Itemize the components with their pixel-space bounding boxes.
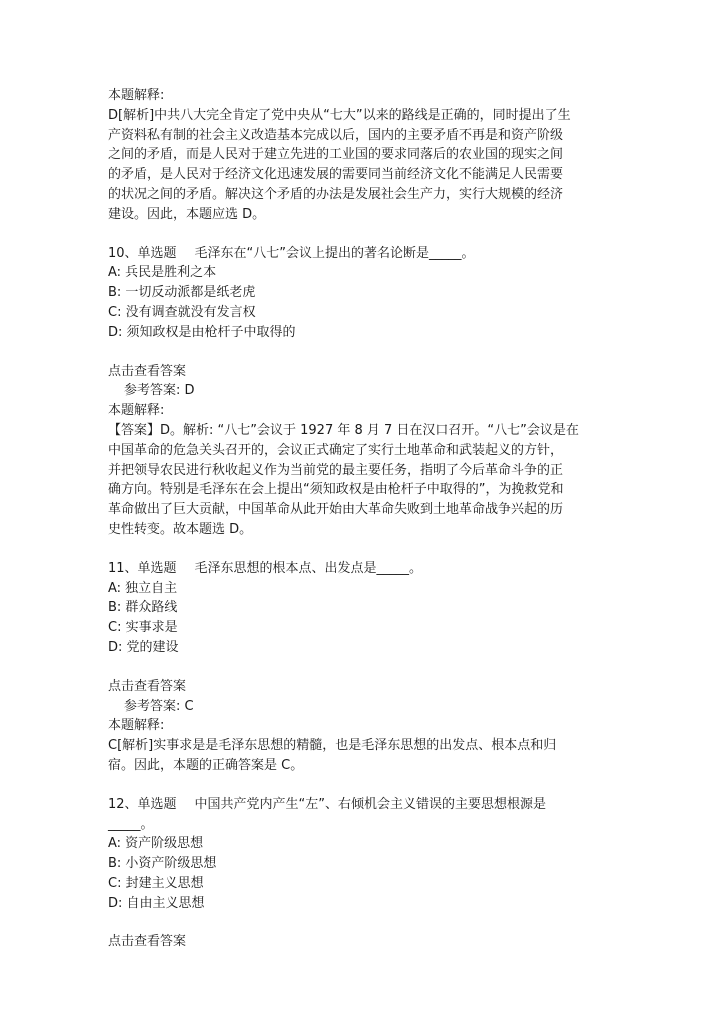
prev-explanation bbox=[108, 86, 614, 225]
option-a: A: 兵民是胜利之本 bbox=[108, 265, 217, 281]
question-stem: 中国共产党内产生“左”、右倾机会主义错误的主要思想根源是 bbox=[194, 796, 547, 812]
explanation-line: D[解析]中共八大完全肯定了党中央从“七大”以来的路线是正确的，同时提出了生 bbox=[108, 107, 571, 123]
option-c: C: 实事求是 bbox=[108, 620, 178, 636]
question-stem: 毛泽东思想的根本点、出发点是_____。 bbox=[194, 560, 423, 576]
question-12 bbox=[108, 795, 614, 953]
option-a: A: 资产阶级思想 bbox=[108, 836, 204, 852]
question-title bbox=[108, 559, 614, 579]
option-d: D: 党的建设 bbox=[108, 639, 179, 655]
option-c: C: 没有调查就没有发言权 bbox=[108, 304, 256, 320]
spacer bbox=[108, 658, 614, 677]
option-list bbox=[108, 834, 614, 913]
option-c: C: 封建主义思想 bbox=[108, 875, 204, 891]
explanation-line: C[解析]实事求是是毛泽东思想的精髓，也是毛泽东思想的出发点、根本点和归 bbox=[108, 738, 557, 754]
option-list bbox=[108, 263, 614, 342]
explanation-line: 建设。因此，本题应选 D。 bbox=[108, 206, 266, 222]
explanation-line: 并把领导农民进行秋收起义作为当前党的最主要任务，指明了今后革命斗争的正 bbox=[108, 462, 564, 478]
view-answer-link[interactable]: 点击查看答案 bbox=[108, 363, 187, 379]
spacer bbox=[108, 225, 614, 244]
question-10 bbox=[108, 244, 614, 540]
question-stem-continuation: _____。 bbox=[108, 816, 154, 832]
reference-answer: 参考答案: D bbox=[124, 383, 195, 399]
explanation-line: 之间的矛盾，而是人民对于建立先进的工业国的要求同落后的农业国的现实之间 bbox=[108, 147, 564, 163]
explanation-line: 【答案】D。解析: “八七”会议于 1927 年 8 月 7 日在汉口召开。“八七”会议是在 bbox=[108, 422, 579, 438]
spacer bbox=[108, 913, 614, 932]
question-number: 10、单选题 bbox=[108, 245, 177, 261]
option-list bbox=[108, 579, 614, 658]
option-d: D: 自由主义思想 bbox=[108, 895, 205, 911]
option-b: B: 小资产阶级思想 bbox=[108, 856, 217, 872]
spacer bbox=[108, 776, 614, 795]
option-b: B: 群众路线 bbox=[108, 600, 178, 616]
explanation-label: 本题解释: bbox=[108, 88, 165, 103]
spacer bbox=[108, 343, 614, 362]
reference-answer: 参考答案: C bbox=[124, 698, 194, 714]
question-title bbox=[108, 244, 614, 264]
option-a: A: 独立自主 bbox=[108, 580, 178, 596]
question-number: 12、单选题 bbox=[108, 796, 177, 812]
explanation-line: 革命做出了巨大贡献，中国革命从此开始由大革命失败到土地革命战争兴起的历 bbox=[108, 502, 564, 518]
explanation-line: 的矛盾，是人民对于经济文化迅速发展的需要同当前经济文化不能满足人民需要 bbox=[108, 167, 564, 183]
option-d: D: 须知政权是由枪杆子中取得的 bbox=[108, 324, 296, 340]
spacer bbox=[108, 540, 614, 559]
explanation-line: 产资料私有制的社会主义改造基本完成以后，国内的主要矛盾不再是和资产阶级 bbox=[108, 127, 564, 143]
explanation-label: 本题解释: bbox=[108, 403, 165, 419]
explanation-line: 史性转变。故本题选 D。 bbox=[108, 521, 253, 537]
view-answer-link[interactable]: 点击查看答案 bbox=[108, 678, 187, 694]
explanation-line: 确方向。特别是毛泽东在会上提出“须知政权是由枪杆子中取得的”，为挽救党和 bbox=[108, 482, 564, 498]
question-stem: 毛泽东在“八七”会议上提出的著名论断是_____。 bbox=[194, 245, 475, 261]
question-number: 11、单选题 bbox=[108, 560, 177, 576]
view-answer-link[interactable]: 点击查看答案 bbox=[108, 934, 187, 950]
explanation-line: 中国革命的危急关头召开的，会议正式确定了实行土地革命和武装起义的方针， bbox=[108, 442, 564, 458]
explanation-line: 宿。因此，本题的正确答案是 C。 bbox=[108, 757, 304, 773]
explanation-line: 的状况之间的矛盾。解决这个矛盾的办法是发展社会生产力，实行大规模的经济 bbox=[108, 186, 564, 202]
question-11 bbox=[108, 559, 614, 776]
explanation-label: 本题解释: bbox=[108, 718, 165, 734]
question-title bbox=[108, 795, 614, 815]
document-page bbox=[108, 86, 614, 952]
option-b: B: 一切反动派都是纸老虎 bbox=[108, 285, 256, 301]
